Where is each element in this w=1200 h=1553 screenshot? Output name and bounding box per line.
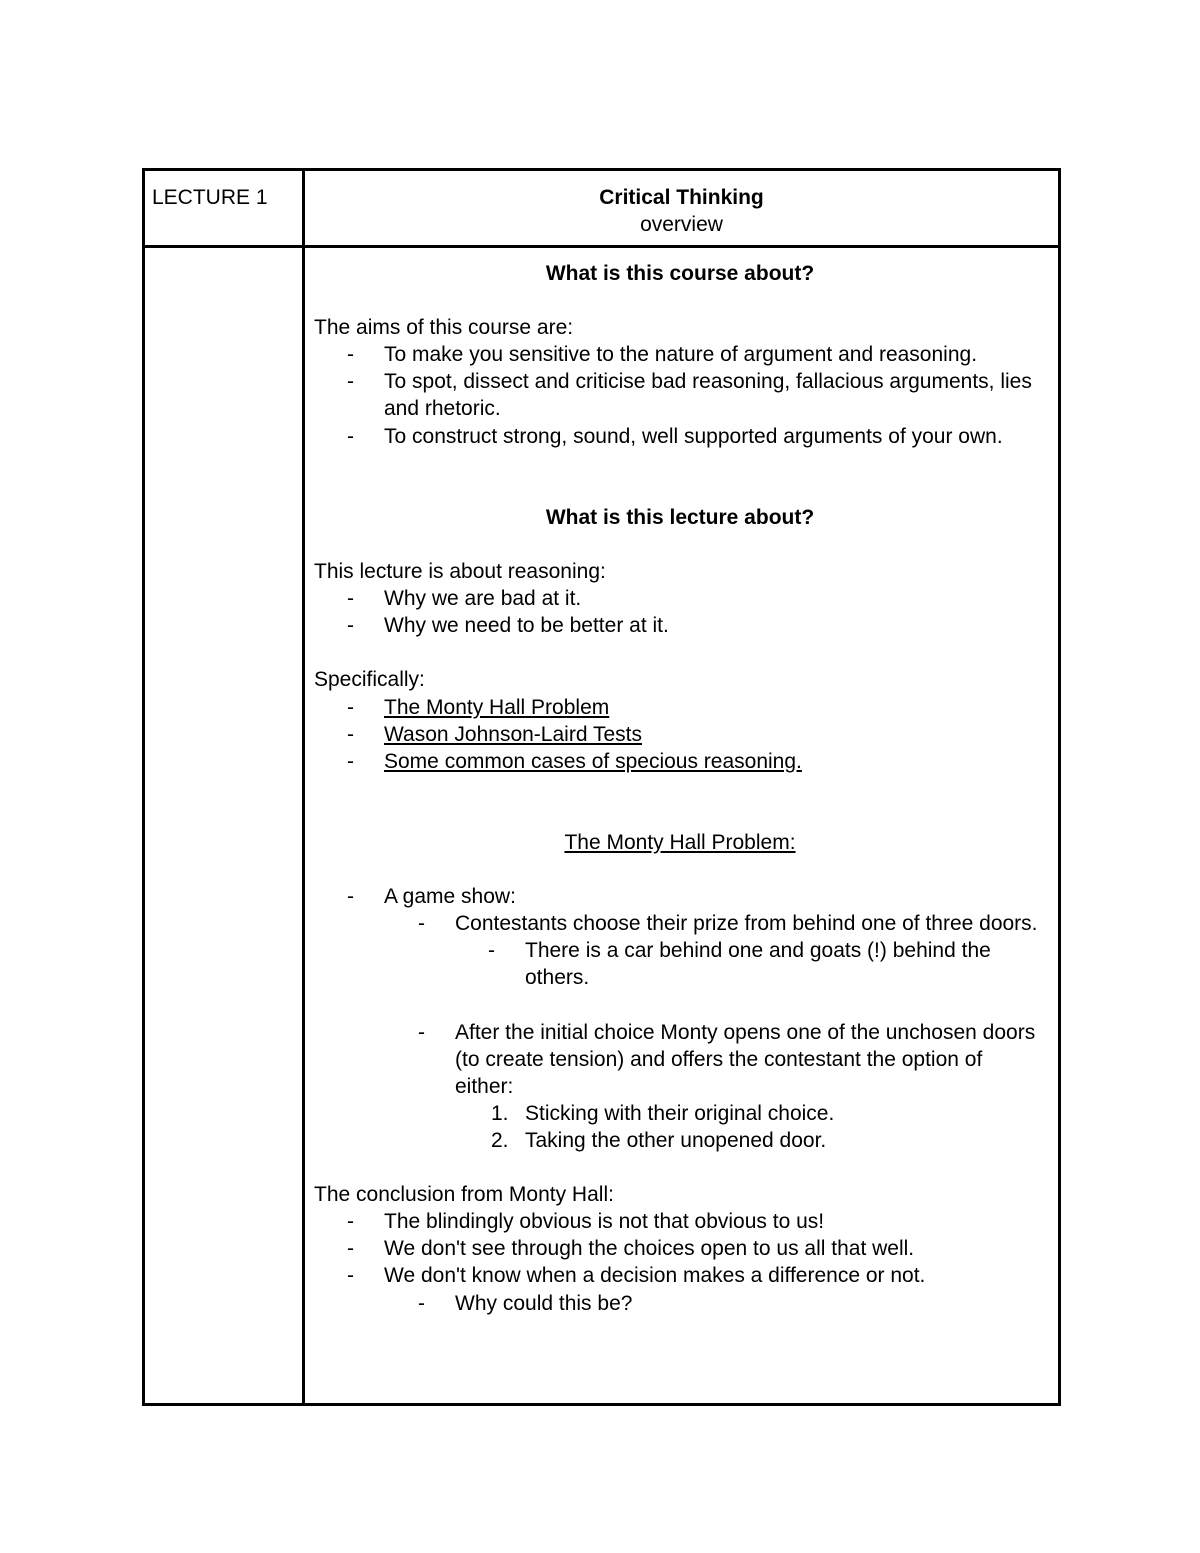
list-item: - To make you sensitive to the nature of argument and reasoning. <box>314 341 1046 368</box>
dash-bullet: - <box>347 1237 354 1261</box>
dash-bullet: - <box>488 939 495 963</box>
dash-bullet: - <box>347 587 354 611</box>
dash-bullet: - <box>347 424 354 448</box>
list-item: - Why could this be? <box>314 1290 1046 1317</box>
dash-bullet: - <box>418 1291 425 1315</box>
list-item: 2. Taking the other unopened door. <box>314 1127 1046 1154</box>
monty-hall-link[interactable]: The Monty Hall Problem <box>384 695 610 719</box>
body-row <box>144 247 1060 1405</box>
dash-bullet: - <box>347 370 354 394</box>
content-cell <box>304 247 1060 1405</box>
monty-hall-choice-list <box>314 1019 1046 1100</box>
wason-tests-link[interactable]: Wason Johnson-Laird Tests <box>384 722 642 746</box>
list-item: - A game show: <box>314 883 1046 910</box>
specifically-label: Specifically: <box>314 668 425 692</box>
list-item <box>314 748 1046 775</box>
list-item: 1. Sticking with their original choice. <box>314 1100 1046 1127</box>
page-subtitle: overview <box>640 213 723 236</box>
side-cell <box>144 247 304 1405</box>
course-intro: The aims of this course are: <box>314 316 574 340</box>
list-item: - Why we are bad at it. <box>314 585 1046 612</box>
conclusion-intro: The conclusion from Monty Hall: <box>314 1183 614 1207</box>
dash-bullet: - <box>347 1264 354 1288</box>
number-marker: 2. <box>491 1129 509 1152</box>
list-item: - There is a car behind one and goats (!) behind the others. <box>488 939 991 990</box>
header-row <box>144 170 1060 247</box>
lecture-notes-table <box>142 168 1061 1406</box>
specious-reasoning-link[interactable]: Some common cases of specious reasoning. <box>384 749 802 773</box>
list-item <box>314 694 1046 721</box>
number-marker: 1. <box>491 1101 509 1125</box>
lecture-reasoning-list <box>314 585 1046 639</box>
lecture-label-cell <box>144 170 304 247</box>
conclusion-list <box>314 1208 1046 1316</box>
lecture-label: LECTURE 1 <box>152 186 268 209</box>
dash-bullet: - <box>347 885 354 909</box>
dash-bullet: - <box>418 912 425 936</box>
list-item: - Why we need to be better at it. <box>314 612 1046 639</box>
list-item: - We don't see through the choices open to us all that well. <box>314 1235 1046 1262</box>
list-item: - After the initial choice Monty opens one of the unchosen doors (to create tension) and offers the contestant the option of either: <box>418 1020 1036 1098</box>
title-cell <box>304 170 1060 247</box>
lecture-intro: This lecture is about reasoning: <box>314 560 606 584</box>
dash-bullet: - <box>347 722 354 746</box>
list-item: - We don't know when a decision makes a difference or not. <box>314 1262 1046 1289</box>
dash-bullet: - <box>418 1020 425 1044</box>
course-aims-list <box>314 341 1046 449</box>
dash-bullet: - <box>347 1210 354 1234</box>
list-item: - To construct strong, sound, well supported arguments of your own. <box>314 423 1046 450</box>
content <box>305 248 1058 1317</box>
page-title: Critical Thinking <box>599 186 764 209</box>
monty-hall-list <box>314 883 1046 991</box>
dash-bullet: - <box>347 749 354 773</box>
lecture-heading: What is this lecture about? <box>545 505 815 529</box>
monty-hall-heading: The Monty Hall Problem: <box>564 830 796 854</box>
dash-bullet: - <box>347 695 354 719</box>
dash-bullet: - <box>347 614 354 638</box>
list-item: - To spot, dissect and criticise bad reasoning, fallacious arguments, lies and rhetoric. <box>347 370 1032 421</box>
list-item: - Contestants choose their prize from behind one of three doors. <box>314 910 1046 937</box>
course-heading: What is this course about? <box>545 262 815 285</box>
monty-hall-options-list <box>314 1100 1046 1154</box>
topic-links-list <box>314 694 1046 775</box>
list-item <box>314 721 1046 748</box>
list-item: - The blindingly obvious is not that obvious to us! <box>314 1208 1046 1235</box>
dash-bullet: - <box>347 343 354 367</box>
